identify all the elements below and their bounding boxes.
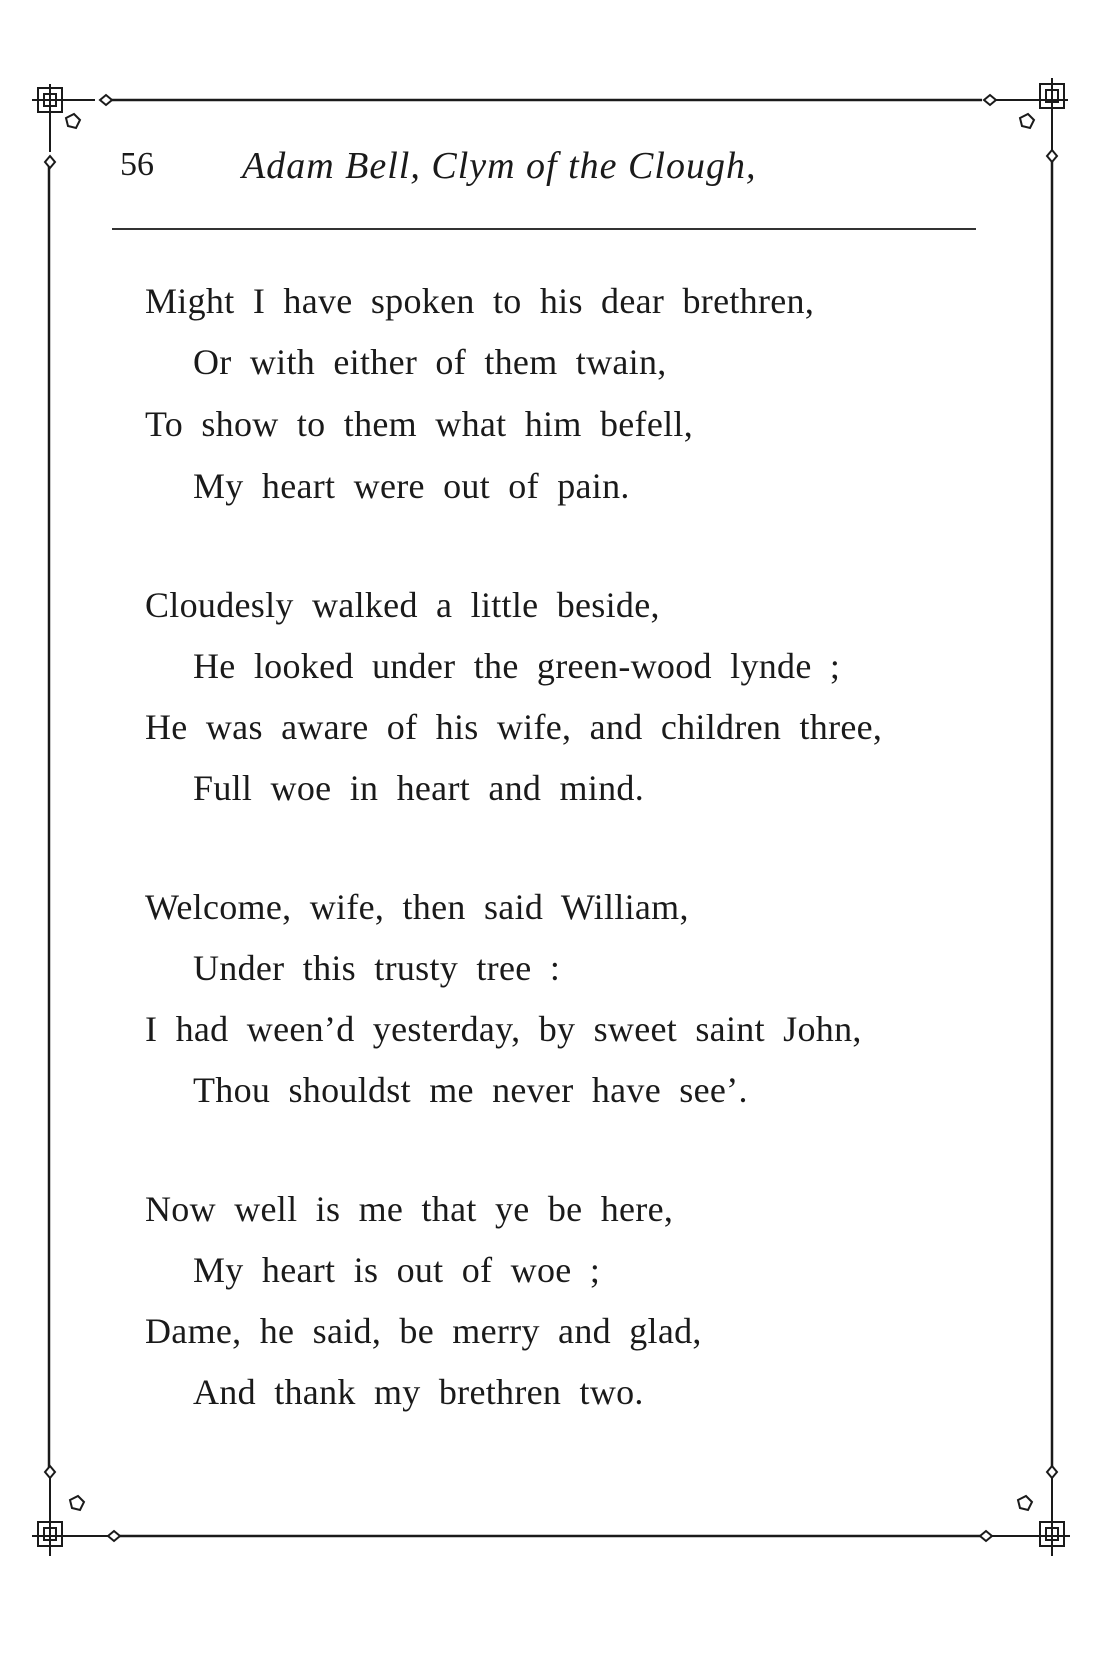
header-rule [112,228,976,230]
verse-line: Dame, he said, be merry and glad, [145,1311,702,1351]
verse-line: To show to them what him befell, [145,404,693,444]
verse-line: Cloudesly walked a little beside, [145,585,660,625]
verse-line: Thou shouldst me never have see’. [193,1070,748,1110]
page-number: 56 [120,146,154,183]
verse-line: My heart were out of pain. [193,466,630,506]
verse-line: Under this trusty tree : [193,948,561,988]
verse-line: Full woe in heart and mind. [193,768,645,808]
verse-line: Welcome, wife, then said William, [145,887,689,927]
corner-ornament-top-left [32,84,112,168]
corner-ornament-bottom-right [980,1466,1070,1556]
verse-line: Or with either of them twain, [193,342,667,382]
running-title: Adam Bell, Clym of the Clough, [242,145,757,187]
page-header [116,140,976,200]
corner-ornament-bottom-left [32,1466,120,1556]
verse-line: My heart is out of woe ; [193,1250,601,1290]
verse-line: I had ween’d yesterday, by sweet saint John, [145,1009,862,1049]
verse-line: Might I have spoken to his dear brethren, [145,281,815,321]
verse-line: And thank my brethren two. [193,1372,644,1412]
verse-line: He looked under the green-wood lynde ; [193,646,841,686]
verse-line: Now well is me that ye be here, [145,1189,674,1229]
verse-line: He was aware of his wife, and children three, [145,707,883,747]
corner-ornament-top-right [984,78,1068,162]
